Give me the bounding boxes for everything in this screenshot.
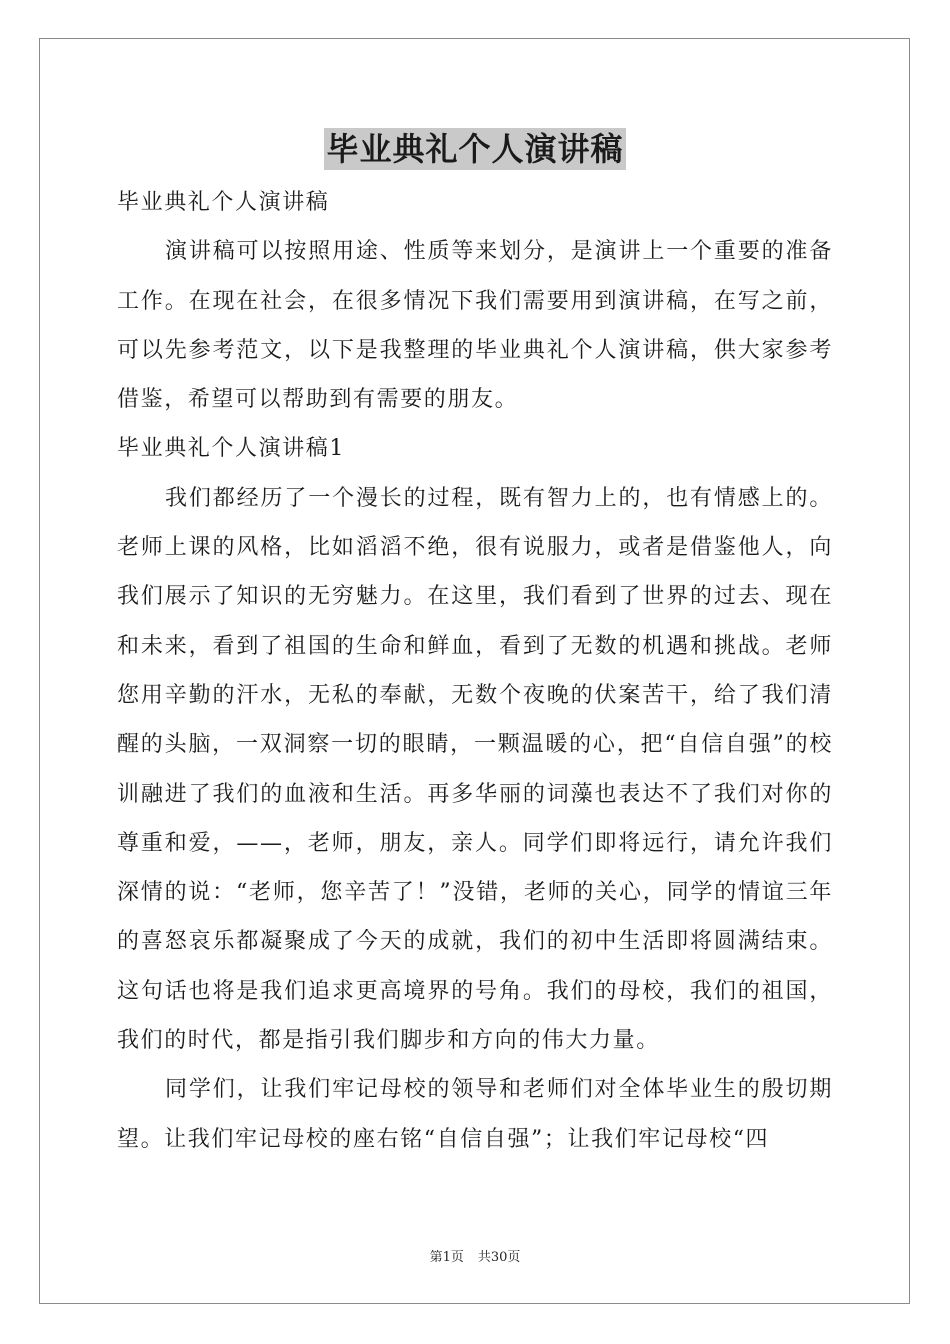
body-paragraph: 同学们，让我们牢记母校的领导和老师们对全体毕业生的殷切期望。让我们牢记母校的座右铭“自信自强”；让我们牢记母校“四	[117, 1077, 833, 1152]
section-heading: 毕业典礼个人演讲稿1	[117, 436, 345, 462]
title-container	[0, 128, 950, 170]
page-footer	[0, 1246, 950, 1265]
section-heading: 毕业典礼个人演讲稿	[117, 190, 330, 215]
body-paragraph: 演讲稿可以按照用途、性质等来划分，是演讲上一个重要的准备工作。在现在社会，在很多情况下我们需要用到演讲稿，在写之前，可以先参考范文，以下是我整理的毕业典礼个人演讲稿，供大家参考借鉴，希望可以帮助到有需要的朋友。	[117, 239, 833, 413]
body-paragraph: 我们都经历了一个漫长的过程，既有智力上的，也有情感上的。老师上课的风格，比如滔滔不绝，很有说服力，或者是借鉴他人，向我们展示了知识的无穷魅力。在这里，我们看到了世界的过去、现在和未来，看到了祖国的生命和鲜血，看到了无数的机遇和挑战。老师您用辛勤的汗水，无私的奉献，无数个夜晚的伏案苦干，给了我们清醒的头脑，一双洞察一切的眼睛，一颗温暖的心，把“自信自强”的校训融进了我们的血液和生活。再多华丽的词藻也表达不了我们对你的尊重和爱，——，老师，朋友，亲人。同学们即将远行，请允许我们深情的说：“老师，您辛苦了！”没错，老师的关心，同学的情谊三年的喜怒哀乐都凝聚成了今天的成就，我们的初中生活即将圆满结束。这句话也将是我们追求更高境界的号角。我们的母校，我们的祖国，我们的时代，都是指引我们脚步和方向的伟大力量。	[117, 485, 833, 1054]
page-number: 第1页	[429, 1250, 464, 1265]
document-body	[117, 178, 833, 1164]
total-pages: 共30页	[477, 1250, 521, 1265]
document-title: 毕业典礼个人演讲稿	[326, 130, 624, 168]
